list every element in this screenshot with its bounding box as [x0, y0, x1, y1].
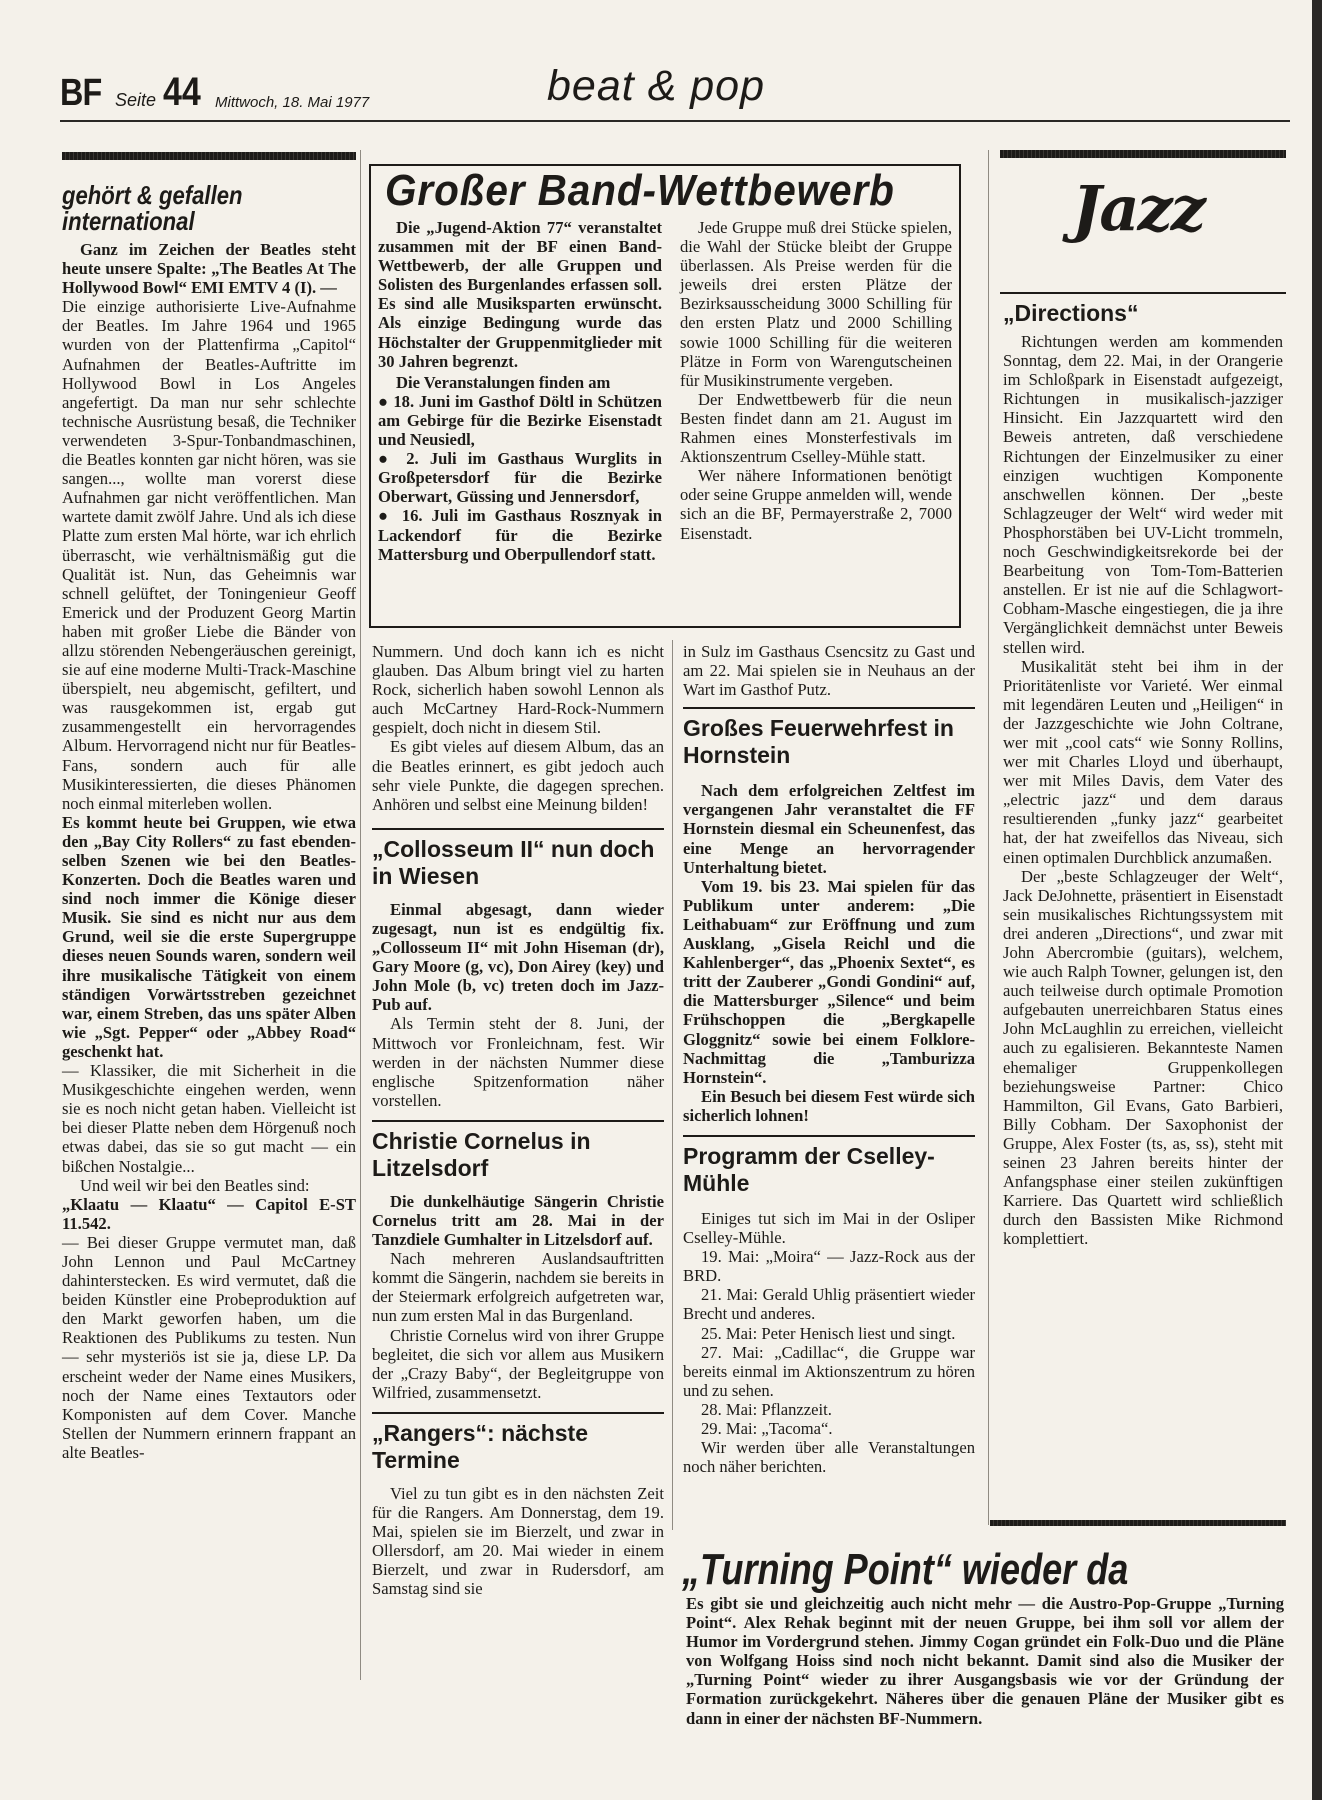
page-label: Seite	[115, 90, 157, 110]
column-divider	[360, 150, 361, 1680]
rangers-heading: „Rangers“: nächste Termine	[372, 1419, 589, 1473]
section-rule	[372, 828, 664, 830]
contest-item: ● 2. Juli im Gasthaus Wurglits in Großpetersdorf für die Bezirke Oberwart, Güssing und Jennersdorf,	[378, 449, 662, 507]
section-rule	[372, 1120, 664, 1122]
section-title: beat & pop	[547, 62, 766, 110]
contest-contact: Wer nähere Informationen benötigt oder seine Gruppe anmelden will, wende sich an die BF, Permayerstraße 2, 7000 Eisenstadt.	[680, 466, 952, 543]
article-intro: Ganz im Zeichen der Beatles steht heute unsere Spalte: „The Beatles At The Hollywood Bowl“ EMI EMTV 4 (I). —	[62, 240, 356, 298]
section-rule	[683, 707, 975, 709]
article-heading: gehört & gefallen	[62, 180, 243, 210]
jazz-rule	[1000, 292, 1286, 294]
jazz-body: Der „beste Schlagzeuger der Welt“, Jack DeJohnette, präsentiert in Eisenstadt sein musikalisches Richtungssystem mit drei anderen „Directions“, und zwar mit John Abercrombie (guitars), welchem, wie auch Ralph Towner, gelungen ist, den auch teilweise durch optimale Promotion aufgebauten unerreichbaren Status eines John McLaughlin zu erreichen, vielleicht auch zu egalisieren. Bekannteste Namen ehemaliger Gruppenkollegen beziehungsweise Partner: Chico Hammilton, Gil Evans, Gato Barbieri, Billy Cobham. Der Saxophonist der Gruppe, Alex Foster (ts, as, ss), steht mit seinen 23 Jahren bereits hinter der Anfangsphase einer steilen zukünftigen Karriere. Das Quartett wird schließlich durch den Bassisten Mike Richmond komplettiert.	[1003, 866, 1283, 1249]
turning-point-body: Es gibt sie und gleichzeitig auch nicht mehr — die Austro-Pop-Gruppe „Turning Point“. Alex Rehak beginnt mit der neuen Gruppe, bei ihm soll vor allem der Humor im Vordergrund stehen. Jimmy Cogan gründet ein Folk-Duo und die Pläne von Wolfgang Hoiss sind noch nicht bekannt. Damit sind also die Musiker der „Turning Point“ wieder zu ihrer Ausgangsbasis wie vor der Gründung der Formation zurückgekehrt. Näheres über die genauen Pläne der Musiker gibt es dann in einer der nächsten BF-Nummern.	[686, 1594, 1284, 1728]
contest-item: ● 16. Juli im Gasthaus Rosznyak in Lackendorf für die Bezirke Mattersburg und Oberpullendorf statt.	[378, 506, 662, 564]
article-continuation: in Sulz im Gasthaus Csencsitz zu Gast und am 22. Mai spielen sie in Neuhaus an der Wart im Gasthof Putz.	[683, 642, 975, 700]
contest-left	[378, 218, 662, 564]
feuerwehr-close: Ein Besuch bei diesem Fest würde sich sicherlich lohnen!	[683, 1086, 975, 1125]
contest-item: ● 18. Juni im Gasthof Döltl in Schützen am Gebirge für die Bezirke Eisenstadt und Neusiedl,	[378, 391, 662, 450]
column-bar	[62, 152, 356, 160]
masthead-rule	[60, 120, 1290, 122]
jazz-body: Musikalität steht bei ihm in der Prioritätenliste vor Varieté. Wer einmal mit legendären Leuten und „Heiligen“ in der Jazzgeschichte wie John Coltrane, wer mit „cool cats“ wie Sonny Rollins, wer mit Charles Lloyd und überhaupt, wer mit Miles Davis, dem Vater des „electric jazz“ und dem daraus resultierenden „funky jazz“ gearbeitet hat, der hat zweifellos das Niveau, sich einen optimalen Durchblick anzumaßen.	[1003, 656, 1283, 867]
christie-heading: Christie Cornelus in Litzelsdorf	[372, 1127, 591, 1181]
rangers-body: Viel zu tun gibt es in den nächsten Zeit für die Rangers. Am Donnerstag, dem 19. Mai, spielen sie im Bierzelt, und zwar in Ollersdorf, am 20. Mai wieder in einem Bierzelt, und zwar in Rudersdorf, am Samstag sind sie	[372, 1483, 664, 1599]
programm-item: 25. Mai: Peter Henisch liest und singt.	[701, 1323, 956, 1343]
page-edge	[1312, 0, 1322, 1800]
programm-item: 21. Mai: Gerald Uhlig präsentiert wieder Brecht und anderes.	[683, 1285, 975, 1324]
directions-heading: „Directions“	[1003, 300, 1139, 326]
christie-body: Nach mehreren Auslandsauftritten kommt die Sängerin, nachdem sie bereits in der Steiermark erfolgreich aufgetreten war, nun zum ersten Mal in das Burgenland.	[372, 1249, 664, 1326]
programm-close: Wir werden über alle Veranstaltungen noch näher berichten.	[683, 1438, 975, 1477]
contest-final: Der Endwettbewerb für die neun Besten findet dann am 21. August im Rahmen eines Monsterfestivals im Aktionszentrum Cselley-Mühle statt.	[680, 389, 952, 467]
christie-lead: Die dunkelhäutige Sängerin Christie Cornelus tritt am 28. Mai in der Tanzdiele Gumhalter in Litzelsdorf auf.	[372, 1191, 664, 1250]
column-2	[372, 642, 664, 1598]
section-rule	[683, 1135, 975, 1137]
contest-intro: Die „Jugend-Aktion 77“ veranstaltet zusammen mit der BF einen Band-Wettbewerb, der alle Gruppen und Solisten des Burgenlandes erfassen soll. Es sind alle Musiksparten erwünscht. Als einzige Bedingung wurde das Höchstalter der Gruppenmitglieder mit 30 Jahren begrenzt.	[378, 218, 662, 371]
contest-right	[680, 218, 952, 543]
gehoert-gefallen-article	[62, 182, 356, 1462]
column-divider	[672, 640, 673, 1530]
contest-rules: Jede Gruppe muß drei Stücke spielen, die Wahl der Stücke bleibt der Gruppe überlassen. Als Preise werden für die jeweils drei ersten Plätze der Bezirksausscheidung 3000 Schilling für den ersten Platz und 2000 Schilling sowie 1000 Schilling für die weiteren Plätze in Form von Warengutscheinen für Musikinstrumente vergeben.	[680, 218, 952, 390]
article-body: Die einzige authorisierte Live-Aufnahme der Beatles. Im Jahre 1964 und 1965 wurden von der Plattenfirma „Capitol“ Aufnahmen der Beatles-Auftritte im Hollywood Bowl in Los Angeles angefertigt. Da man nur sehr schlechte technische Ausrüstung besaß, die Techniker verwendeten 3-Spur-Tonbandmaschinen, die Beatles konnten gar nicht hören, was sie sangen..., wollte man vorerst diese Aufnahmen gar nicht veröffentlichen. Man wartete damit zwölf Jahre. Und als ich diese Platte zum ersten Mal hörte, war ich ehrlich überrascht, wie verhältnismäßig gut die Qualität ist. Nun, das Geheimnis war schnell gelüftet, der Toningenieur Geoff Emerick und der Produzent Georg Martin haben mit großer Liebe die Bänder von allzu störenden Nebengeräuschen gereinigt, sie auf eine moderne Multi-Track-Maschine überspielt, neu abgemischt, gefiltert, und was rausgekommen ist, ergab gut zusammengestellt ein hervorragendes Album. Hervorragend nicht nur für Beatles-Fans, sondern auch für alle Musikinteressierten, die dieses Phänomen noch einmal miterleben wollen.	[62, 297, 356, 813]
jazz-article	[1003, 298, 1283, 1249]
programm-item: 19. Mai: „Moira“ — Jazz-Rock aus der BRD.	[683, 1247, 975, 1286]
article-continuation: Es gibt vieles auf diesem Album, das an die Beatles erinnert, es gibt jedoch auch sehr viele Punkte, die dagegen sprechen. Anhören und selbst eine Meinung bilden!	[372, 737, 664, 814]
programm-item: 29. Mai: „Tacoma“.	[701, 1419, 833, 1438]
colosseum-heading: „Collosseum II“ nun doch in Wiesen	[372, 835, 655, 889]
issue-date: Mittwoch, 18. Mai 1977	[215, 94, 370, 111]
article-body: Und weil wir bei den Beatles sind:	[80, 1175, 310, 1195]
column-divider	[988, 150, 989, 1525]
section-rule	[372, 1412, 664, 1414]
colosseum-lead: Einmal abgesagt, dann wieder zugesagt, nun ist es endgültig fix. „Collosseum II“ mit John Hiseman (dr), Gary Moore (g, vc), Don Airey (key) und John Mole (b, vc) treten doch im Jazz-Pub auf.	[372, 899, 664, 1015]
jazz-title: Jazz	[1072, 172, 1204, 245]
colosseum-body: Als Termin steht der 8. Juni, der Mittwoch vor Fronleichnam, fest. Wir werden in der nächsten Nummer diese englische Spitzenformation näher vorstellen.	[372, 1014, 664, 1110]
feuerwehr-lead: Nach dem erfolgreichen Zeltfest im vergangenen Jahr veranstaltet die FF Hornstein diesmal ein Scheunenfest, das eine Menge an hervorragender Unterhaltung bietet.	[683, 781, 975, 877]
christie-body: Christie Cornelus wird von ihrer Gruppe begleitet, die sich vor allem aus Musikern der „Crazy Baby“, der Begleitgruppe von Wilfried, zusammensetzt.	[372, 1325, 664, 1402]
jazz-masthead	[1002, 160, 1284, 275]
page-number: 44	[163, 70, 201, 114]
article-heading-2: international	[62, 206, 195, 236]
article-continuation: Nummern. Und doch kann ich es nicht glauben. Das Album bringt viel zu harten Rock, sicherlich haben sowohl Lennon als auch McCartney Hard-Rock-Nummern gespielt, doch nicht in diesem Stil.	[372, 642, 664, 738]
jazz-body: Richtungen werden am kommenden Sonntag, dem 22. Mai, in der Orangerie im Schloßpark in Eisenstadt aufgezeigt, Richtungen in musikalisch-jazziger Hinsicht. Ein Jazzquartett wird den Beweis antreten, daß verschiedene Richtungen der Einzelmusiker zu einer einzigen wuchtigen Komponente anschwellen können. Der „beste Schlagzeuger der Welt“ wird weder mit Phosphorstäben bei UV-Licht trommeln, noch Geschwindigkeitsrekorde bei der Bearbeitung von Tom-Tom-Batterien anstellen. Er ist nie auf die Schlagwort-Cobham-Masche eingestiegen, die ja ihre Vergänglichkeit demnächst unter Beweis stellen wird.	[1003, 332, 1283, 657]
programm-heading: Programm der Cselley-Mühle	[683, 1142, 935, 1196]
programm-item: 27. Mai: „Cadillac“, die Gruppe war bereits einmal im Aktionszentrum zu hören und zu sehen.	[683, 1342, 975, 1400]
article-body-bold: Es kommt heute bei Gruppen, wie etwa den „Bay City Rollers“ zu fast ebenden-selben Szenen wie bei den Beatles-Konzerten. Doch die Beatles waren und sind noch immer die Könige dieser Musik. Sie sind es nicht nur aus dem Grund, weil sie die erste Supergruppe dieses neuen Sounds waren, sondern weil ihre musikalische Tätigkeit von einem ständigen Vorwärtsstreben gezeichnet war, einem Streben, das uns später Alben wie „Sgt. Pepper“ oder „Abbey Road“ geschenkt hat.	[62, 812, 356, 1061]
article-body: — Klassiker, die mit Sicherheit in die Musikgeschichte eingehen werden, wenn sie es noch nicht getan haben. Vielleicht ist bei dieser Platte neben dem Hörgenuß noch etwas dabei, das sie so gut macht — ein bißchen Nostalgie...	[62, 1061, 356, 1176]
paper-logo: BF	[60, 72, 102, 114]
feuerwehr-body: Vom 19. bis 23. Mai spielen für das Publikum unter anderem: „Die Leithabuam“ zur Eröffnung und zum Ausklang, „Gisela Reichl und die Kahlenberger“, das „Phoenix Sextet“, es tritt der Zauberer „Gondi Gondini“ auf, die Mattersburger „Silence“ und beim Frühschoppen die „Bergkapelle Gloggnitz“ sowie bei einem Folklore-Nachmittag die „Tamburizza Hornstein“.	[683, 876, 975, 1087]
contest-heading: Großer Band-Wettbewerb	[385, 166, 895, 215]
jazz-bottom-bar	[990, 1520, 1286, 1526]
programm-intro: Einiges tut sich im Mai in der Osliper Cselley-Mühle.	[683, 1208, 975, 1248]
programm-item: 28. Mai: Pflanzzeit.	[701, 1399, 832, 1419]
contest-schedule-intro: Die Veranstalungen finden am	[396, 372, 611, 392]
feuerwehr-heading: Großes Feuerwehrfest in Hornstein	[683, 715, 954, 769]
article-body: — Bei dieser Gruppe vermutet man, daß John Lennon und Paul McCartney dahinterstecken. Es wird vermutet, daß die beiden Künstler eine Probeproduktion auf den Markt geworfen haben, um die Reaktionen des Publikums zu testen. Nun — sehr mysteriös ist sie ja, diese LP. Da erscheint weder der Name eines Musikers, noch der Name eines Textautors oder Komponisten auf dem Cover. Manche Stellen der Nummern erinnern frappant an alte Beatles-	[62, 1232, 356, 1462]
masthead	[60, 58, 1290, 120]
column-3	[683, 642, 975, 1476]
column-bar	[1000, 150, 1286, 158]
turning-point-heading: „Turning Point“ wieder da	[682, 1545, 1129, 1594]
record-title: „Klaatu — Klaatu“ — Capitol E-ST 11.542.	[62, 1194, 356, 1233]
